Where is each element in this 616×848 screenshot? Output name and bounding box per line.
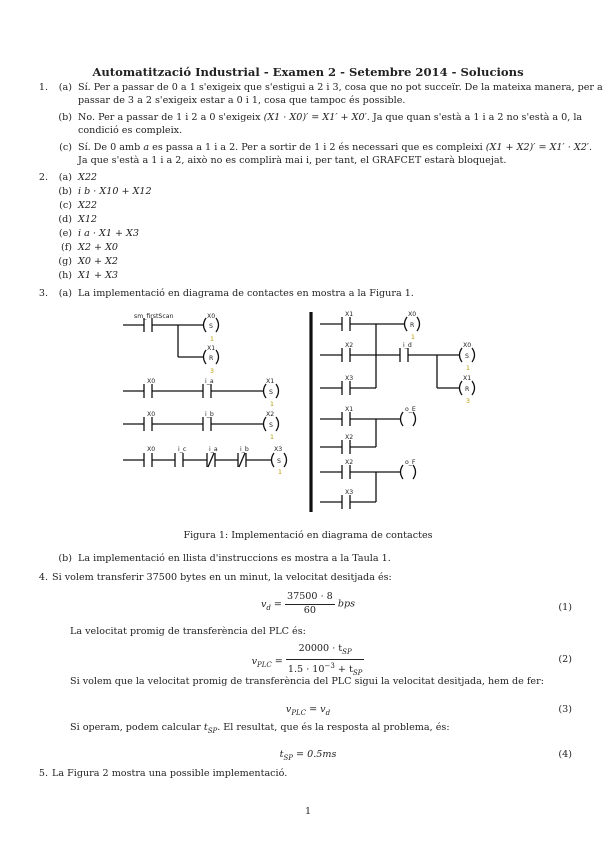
- q1c-line1-mid: es passa a 1 i a 2. Per a sortir de 1 i 2 és necessari que es compleixi: [152, 142, 483, 153]
- label-coil-x0: X0: [408, 311, 417, 318]
- label-contact-x1: X1: [345, 406, 354, 413]
- q2-item-label: (a): [58, 172, 72, 183]
- q2-item-expr: X12: [78, 214, 98, 225]
- label-coil-r: R: [209, 355, 214, 362]
- label-coil-count: 1: [278, 469, 282, 476]
- label-contact-ic: i_c: [178, 446, 187, 453]
- figure-1-caption: Figura 1: Implementació en diagrama de contactes: [183, 530, 433, 541]
- equation-4: $t_{SP} = 0.5ms$: [279, 749, 337, 762]
- q1b-line2: condició es compleix.: [78, 125, 183, 136]
- label-contact-ib: i_b: [205, 411, 214, 418]
- q1c-line1-math: (X1 + X2)′ = X1′ · X2′.: [485, 142, 593, 153]
- eq3-tag: (3): [558, 704, 572, 715]
- q1b-label: (b): [58, 112, 72, 123]
- q1b-line1-post: Ja que quan s'està a 1 i a 2 no s'està a 0, la: [372, 112, 583, 123]
- label-coil-x1: X1: [207, 345, 216, 352]
- label-coil-r: R: [410, 322, 415, 329]
- q2-item-label: (h): [58, 270, 72, 281]
- q1c-line2: Ja que s'està a 1 i a 2, això no es complirà mai i, per tant, el GRAFCET estarà bloquejat.: [78, 155, 507, 166]
- label-coil-x0: X0: [463, 342, 472, 349]
- q2-item-label: (e): [58, 228, 72, 239]
- q2-item-label: (b): [58, 186, 72, 197]
- label-coil-r: R: [465, 386, 470, 393]
- q2-item-expr: i b · X10 + X12: [78, 186, 152, 197]
- label-contact-ia: i_a: [205, 378, 214, 385]
- eq1-lhs: $v_d$ =: [260, 598, 282, 612]
- label-contact-id: i_d: [403, 342, 412, 349]
- question-5-number: 5.: [38, 768, 48, 779]
- eq2-fraction: $\frac{20000 \cdot t_{SP}}{1.5 \cdot 10^{-3} + t_{SP}}$: [287, 643, 363, 677]
- label-contact-x2: X2: [345, 434, 354, 441]
- label-first-scan: sm_firstScan: [134, 313, 174, 320]
- label-contact-x0: X0: [147, 446, 156, 453]
- page-number: 1: [304, 806, 312, 817]
- q3a-text: La implementació en diagrama de contactes en mostra a la Figura 1.: [78, 288, 414, 299]
- eq2-tag: (2): [558, 654, 572, 665]
- equation-2: [0, 643, 616, 679]
- question-2-number: 2.: [38, 172, 48, 183]
- label-coil-count: 1: [270, 434, 274, 441]
- label-coil-of: o_F: [405, 459, 416, 466]
- q2-item-expr: i a · X1 + X3: [78, 228, 139, 239]
- label-contact-x0: X0: [147, 378, 156, 385]
- q4-intro: Si volem transferir 37500 bytes en un minut, la velocitat desitjada és:: [52, 572, 392, 583]
- label-contact-x0: X0: [147, 411, 156, 418]
- q3a-label: (a): [58, 288, 72, 299]
- equation-1: [0, 591, 616, 617]
- label-coil-count: 1: [210, 336, 214, 343]
- q2-item-expr: X22: [78, 172, 98, 183]
- label-coil-s: S: [465, 353, 469, 360]
- label-coil-count: 1: [466, 365, 470, 372]
- q1a-line1: Sí. Per a passar de 0 a 1 s'exigeix que s'estigui a 2 i 3, cosa que no pot succeïr. De la mateixa manera, per a: [78, 82, 603, 93]
- label-coil-s: S: [209, 323, 213, 330]
- label-coil-count: 3: [466, 398, 470, 405]
- q1c-label: (c): [59, 142, 72, 153]
- q1b-line1-math: (X1 · X0)′ = X1′ + X0′.: [263, 112, 370, 123]
- q3b-label: (b): [58, 553, 72, 564]
- label-contact-x1: X1: [345, 311, 354, 318]
- q1a-label: (a): [58, 82, 72, 93]
- q3b-text: La implementació en llista d'instruccions es mostra a la Taula 1.: [78, 553, 391, 564]
- label-coil-count: 1: [270, 401, 274, 408]
- eq4-tag: (4): [558, 749, 572, 760]
- label-coil-count: 3: [210, 368, 214, 375]
- question-4-number: 4.: [38, 572, 48, 583]
- eq2-lhs: $v_{PLC}$ =: [251, 655, 283, 669]
- q1c-line1-pre: Sí. De 0 amb: [78, 142, 141, 153]
- q5-text: La Figura 2 mostra una possible implementació.: [52, 768, 288, 779]
- label-contact-ib: i_b: [240, 446, 249, 453]
- label-coil-oe: o_E: [405, 406, 416, 413]
- eq1-fraction: $\frac{37500 \cdot 8}{60}$: [287, 591, 333, 616]
- label-coil-x1: X1: [463, 375, 472, 382]
- label-coil-s: S: [269, 422, 273, 429]
- q2-item-label: (f): [60, 242, 72, 253]
- question-3-number: 3.: [38, 288, 48, 299]
- label-coil-x1: X1: [266, 378, 275, 385]
- q4-text3: Si volem que la velocitat promig de transferència del PLC sigui la velocitat desitjada, hem de fer:: [70, 676, 544, 687]
- label-contact-x2: X2: [345, 342, 354, 349]
- q1b-line1-pre: No. Per a passar de 1 i 2 a 0 s'exigeix: [78, 112, 261, 123]
- q2-item-label: (g): [58, 256, 72, 267]
- q2-item-expr: X2 + X0: [78, 242, 119, 253]
- label-contact-x2: X2: [345, 459, 354, 466]
- q4-text2: La velocitat promig de transferència del PLC és:: [70, 626, 306, 637]
- q1c-line1-a: a: [143, 142, 150, 153]
- q2-item-expr: X1 + X3: [78, 270, 119, 281]
- q2-item-label: (d): [58, 214, 72, 225]
- label-contact-x3: X3: [345, 489, 354, 496]
- label-coil-x2: X2: [266, 411, 275, 418]
- label-coil-s: S: [277, 458, 281, 465]
- equation-3: $v_{PLC} = v_d$: [285, 704, 331, 717]
- label-coil-x3: X3: [274, 446, 283, 453]
- eq1-tag: (1): [558, 602, 572, 613]
- label-contact-x3: X3: [345, 375, 354, 382]
- q1a-line2: passar de 3 a 2 s'exigeix estar a 0 i 1, cosa que tampoc és possible.: [78, 95, 406, 106]
- q4-text4: Si operam, podem calcular $t_{SP}$. El resultat, que és la resposta al problema, és:: [70, 722, 450, 735]
- q2-item-expr: X0 + X2: [78, 256, 119, 267]
- q2-item-expr: X22: [78, 200, 98, 211]
- label-coil-count: 1: [411, 334, 415, 341]
- label-coil-x0: X0: [207, 313, 216, 320]
- question-1-number: 1.: [38, 82, 48, 93]
- page-title: Automatització Industrial - Examen 2 - Setembre 2014 - Solucions: [92, 65, 524, 79]
- q2-item-label: (c): [59, 200, 72, 211]
- label-contact-ia: i_a: [209, 446, 218, 453]
- eq1-unit: bps: [337, 598, 356, 610]
- label-coil-s: S: [269, 389, 273, 396]
